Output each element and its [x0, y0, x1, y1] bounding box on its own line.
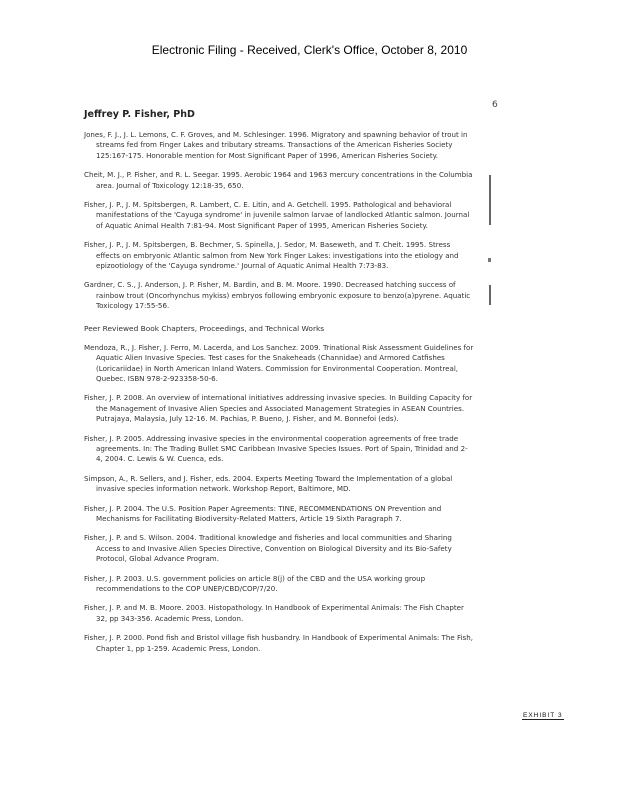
- reference-item: Fisher, J. P., J. M. Spitsbergen, B. Bechmer, S. Spinella, J. Sedor, M. Baseweth, and T. Cheit. 1995. Stress effects on embryonic Atlantic salmon from New York Finger Lakes: investigations into the etiology and epizootiology of the 'Cayuga syndrome.' Journal of Aquatic Animal Health 7:73-83.: [84, 240, 459, 271]
- margin-change-bar: [489, 175, 491, 225]
- author-heading: Jeffrey P. Fisher, PhD: [84, 109, 195, 120]
- reference-list: [84, 130, 474, 663]
- margin-tick-mark: [488, 258, 491, 262]
- page-number: 6: [492, 100, 498, 110]
- reference-item: Jones, F. J., J. L. Lemons, C. F. Groves, and M. Schlesinger. 1996. Migratory and spawning behavior of trout in streams fed from Finger Lakes and tributary streams. Transactions of the American Fisheries Society 125:167-175. Honorable mention for Most Significant Paper of 1996, American Fisheries Society.: [84, 130, 468, 160]
- reference-item: Mendoza, R., J. Fisher, J. Ferro, M. Lacerda, and Los Sanchez. 2009. Trinational Risk Assessment Guidelines for Aquatic Alien Invasive Species. Test cases for the Snakeheads (Channidae) and Armored Catfishes (Loricariidae) in North American Inland Waters. Commission for Environmental Cooperation. Montreal, Quebec. ISBN 978-2-923358-50-6.: [84, 342, 474, 383]
- filing-header: Electronic Filing - Received, Clerk's Office, October 8, 2010: [151, 43, 468, 57]
- reference-item: Simpson, A., R. Sellers, and J. Fisher, eds. 2004. Experts Meeting Toward the Implementation of a global invasive species information network. Workshop Report, Baltimore, MD.: [84, 473, 453, 494]
- exhibit-stamp: EXHIBIT 3: [523, 712, 563, 719]
- reference-item: Gardner, C. S., J. Anderson, J. P. Fisher, M. Bardin, and B. M. Moore. 1990. Decreased hatching success of rainbow trout (Oncorhynchus mykiss) embryos following embryonic exposure to benzo(a)pyrene. Aquatic Toxicology 17:55-56.: [84, 280, 471, 311]
- reference-item: Fisher, J. P. and M. B. Moore. 2003. Histopathology. In Handbook of Experimental Animals: The Fish Chapter 32, pp 343-356. Academic Press, London.: [84, 603, 464, 623]
- reference-item: Fisher, J. P. 2005. Addressing invasive species in the environmental cooperation agreements of free trade agreements. In: The Trading Bullet SMC Caribbean Invasive Species Issues. Port of Spain, Trinidad and 2-4, 2004. C. Lewis & W. Cuenca, eds.: [84, 433, 468, 464]
- reference-item: Fisher, J. P. 2000. Pond fish and Bristol village fish husbandry. In Handbook of Experimental Animals: The Fish, Chapter 1, pp 1-259. Academic Press, London.: [84, 633, 473, 653]
- reference-item: Fisher, J. P. 2003. U.S. government policies on article 8(j) of the CBD and the USA working group recommendations to the COP UNEP/CBD/COP/7/20.: [84, 573, 426, 593]
- section-heading: Peer Reviewed Book Chapters, Proceedings, and Technical Works: [84, 323, 325, 333]
- reference-item: Fisher, J. P., J. M. Spitsbergen, R. Lambert, C. E. Litin, and A. Getchell. 1995. Pathological and behavioral manifestations of the 'Cayuga syndrome' in juvenile salmon larvae of landlocked Atlantic salmon. Journal of Aquatic Animal Health 7:81-94. Most Significant Paper of 1995, American Fisheries Society.: [84, 200, 470, 230]
- reference-item: Cheit, M. J., P. Fisher, and R. L. Seegar. 1995. Aerobic 1964 and 1963 mercury concentrations in the Columbia area. Journal of Toxicology 12:18-35, 650.: [84, 170, 473, 190]
- margin-change-bar: [489, 285, 491, 305]
- reference-item: Fisher, J. P. and S. Wilson. 2004. Traditional knowledge and fisheries and local communities and Sharing Access to and Invasive Alien Species Directive, Convention on Biological Diversity and its Bio-Safety Protocol, Global Advance Program.: [84, 533, 452, 564]
- reference-item: Fisher, J. P. 2004. The U.S. Position Paper Agreements: TINE, RECOMMENDATIONS ON Prevention and Mechanisms for Facilitating Biodiversity-Related Matters, Article 19 Sixth Paragraph 7.: [84, 503, 442, 523]
- reference-item: Fisher, J. P. 2008. An overview of international initiatives addressing invasive species. In Building Capacity for the Management of Invasive Alien Species and Associated Management Strategies in ASEAN Countries. Putrajaya, Malaysia, July 12-16. M. Pachias, P. Bueno, J. Fisher, and M. Bonnefoi (eds).: [84, 393, 473, 424]
